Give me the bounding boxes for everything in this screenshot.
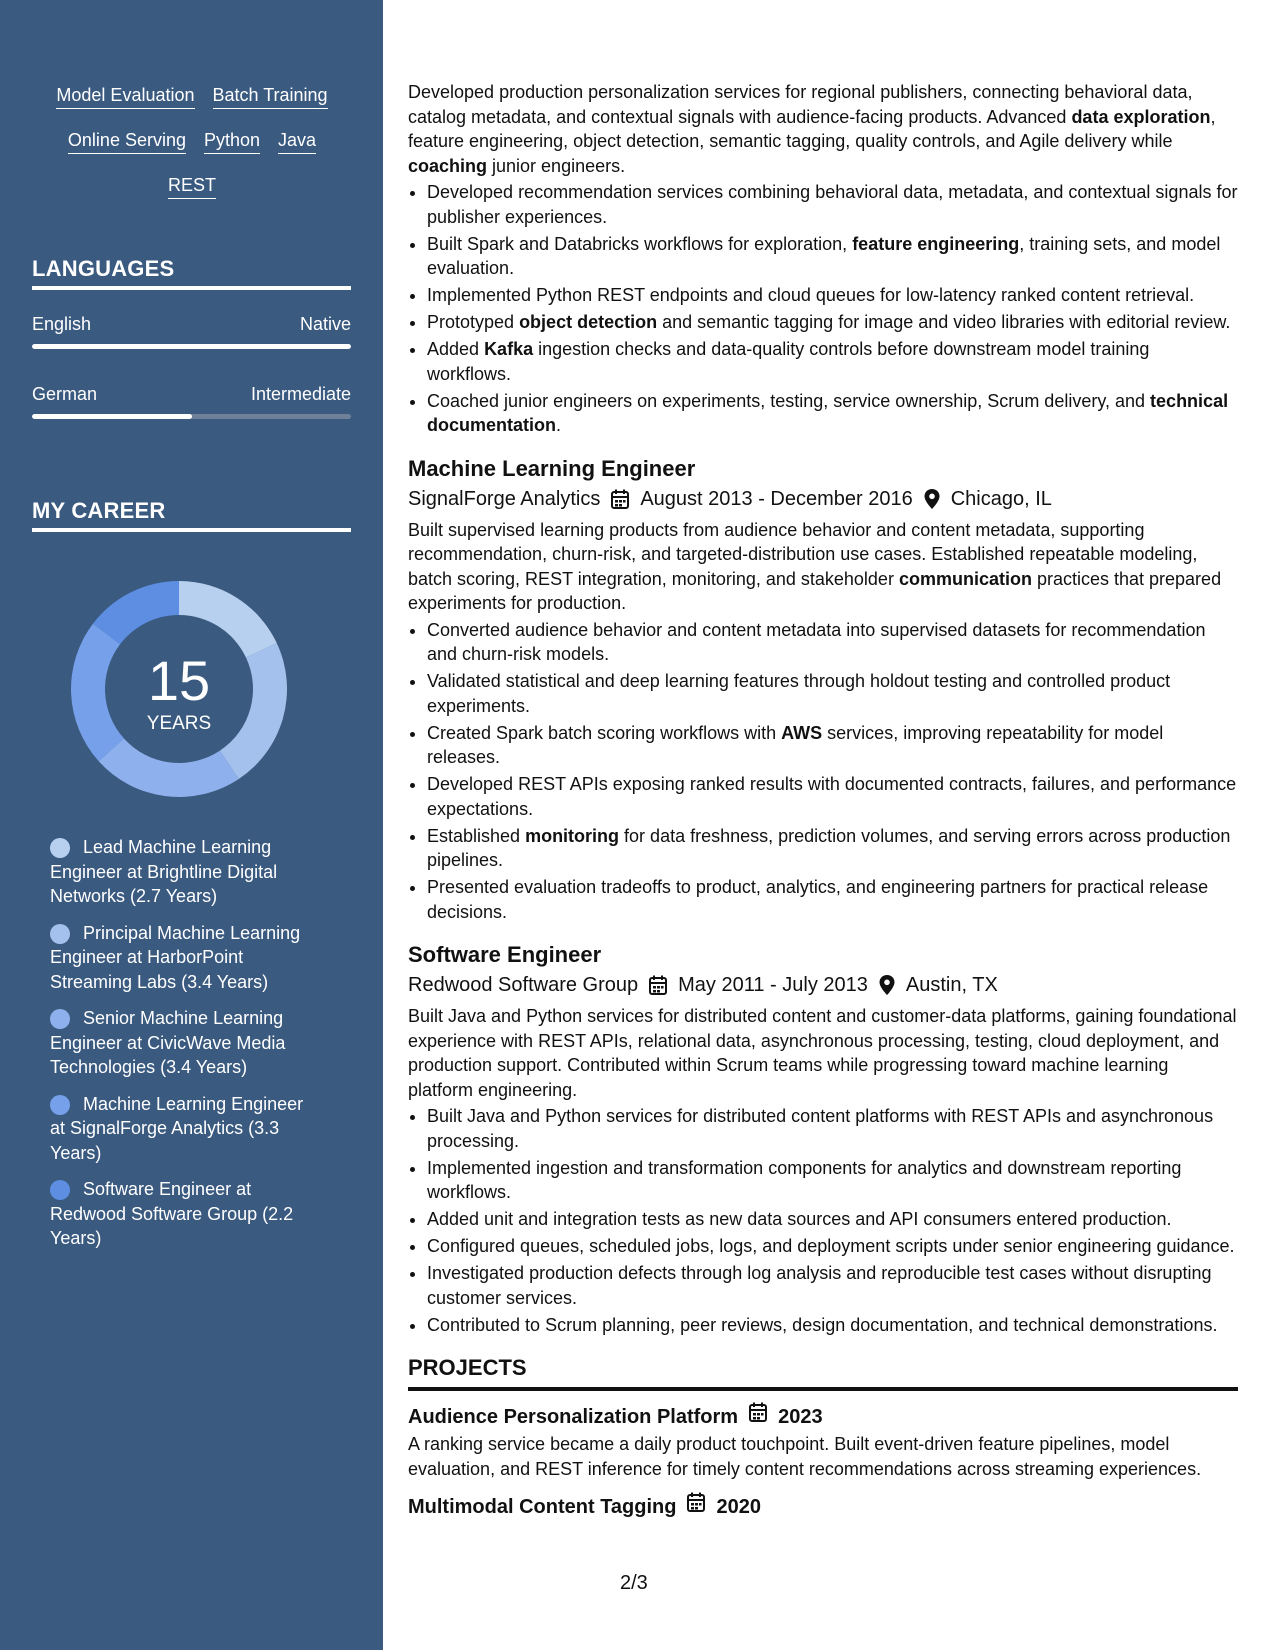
language-row-english: [32, 314, 351, 335]
project-name: Audience Personalization Platform: [408, 1405, 739, 1428]
job-title: Software Engineer: [408, 942, 602, 967]
job-location: Chicago, IL: [950, 487, 1052, 510]
skill-tag: REST: [168, 174, 216, 199]
sidebar: [0, 0, 383, 1650]
job-location: Austin, TX: [905, 974, 998, 996]
bullet-item: [427, 337, 1238, 386]
main-content: [408, 80, 1238, 1522]
text-run: Validated statistical and deep learning features through holdout testing and controlled product experiments.: [427, 671, 1171, 716]
project-year: 2023: [778, 1405, 823, 1428]
skills-row: [32, 129, 352, 154]
skill-tag: Batch Training: [213, 84, 328, 109]
text-run: for data freshness, prediction volumes, and serving errors across production pipelines.: [427, 825, 1231, 870]
bullet-item: [427, 618, 1238, 667]
career-legend-item: [50, 1177, 320, 1251]
text-run: , training sets, and model evaluation.: [427, 233, 1221, 278]
bullet-item: [427, 1234, 1238, 1259]
text-run: services, improving repeatability for model releases.: [427, 722, 1164, 767]
bullet-item: [427, 232, 1238, 281]
bullet-item: [427, 1156, 1238, 1205]
bullet-item: [427, 1313, 1238, 1338]
languages-heading: LANGUAGES: [32, 256, 351, 290]
text-run: Built Spark and Databricks workflows for exploration,: [427, 233, 853, 254]
job-summary: [408, 518, 1238, 616]
bullet-item: [427, 283, 1238, 308]
job-company: SignalForge Analytics: [408, 487, 601, 510]
language-bar-fill: [32, 414, 192, 419]
bold-text: Kafka: [484, 339, 534, 359]
project-description: A ranking service became a daily product touchpoint. Built event-driven feature pipelines, model evaluation, and REST inference for timely content recommendations across streaming experiences.: [408, 1434, 1202, 1479]
text-run: Developed recommendation services combining behavioral data, metadata, and contextual signals for publisher experiences.: [427, 182, 1238, 227]
text-run: Built supervised learning products from audience behavior and content metadata, supporting recommendation, churn-risk, and targeted-distribution use cases. Established repeatable modeling, batch scoring, REST integration, monitoring, and stakeholder: [408, 519, 1198, 589]
donut-slice-1: [179, 581, 277, 657]
skills-row: [32, 174, 352, 199]
text-run: Added: [427, 339, 485, 359]
text-run: practices that prepared experiments for production.: [408, 568, 1222, 613]
calendar-icon: [748, 1401, 768, 1432]
text-run: Developed production personalization services for regional publishers, connecting behavioral data, catalog metadata, and contextual signals with audience-facing products. Advanced: [408, 82, 1193, 127]
job-meta: [408, 484, 1238, 514]
text-run: and semantic tagging for image and video libraries with editorial review.: [657, 312, 1231, 332]
text-run: Created Spark batch scoring workflows with: [427, 722, 782, 743]
career-legend-item: [50, 1006, 320, 1080]
bullet-item: [427, 669, 1238, 718]
calendar-icon: [610, 488, 630, 510]
bold-text: data exploration: [1071, 106, 1211, 127]
text-run: , feature engineering, object detection, semantic tagging, quality controls, and Agile delivery while: [408, 106, 1216, 151]
text-run: Coached junior engineers on experiments, testing, service ownership, Scrum delivery, and: [427, 390, 1151, 411]
text-run: Implemented Python REST endpoints and cloud queues for low-latency ranked content retrieval.: [427, 285, 1195, 305]
calendar-icon: [686, 1491, 706, 1522]
text-run: .: [556, 415, 562, 435]
donut-slice-4: [71, 624, 124, 762]
donut-slice-2: [220, 643, 287, 779]
project-name: Multimodal Content Tagging: [408, 1495, 677, 1518]
language-level: Intermediate: [250, 384, 351, 404]
bullet-item: [427, 875, 1238, 924]
job-title: Machine Learning Engineer: [408, 455, 696, 481]
job-dates: August 2013 - December 2016: [640, 487, 913, 510]
skill-tag: Online Serving: [68, 129, 186, 154]
legend-dot: [50, 924, 70, 944]
text-run: Prototyped: [427, 312, 520, 332]
bold-text: monitoring: [525, 825, 620, 846]
bullet-item: [427, 1104, 1238, 1153]
bullet-item: [427, 721, 1238, 770]
language-bar-german: [32, 414, 351, 419]
intro-paragraph: [408, 80, 1238, 178]
career-donut-chart: [66, 576, 292, 802]
bullet-list: [408, 618, 1238, 925]
bullet-list: [408, 180, 1238, 438]
text-run: Configured queues, scheduled jobs, logs, and deployment scripts under senior engineering guidance.: [427, 1236, 1235, 1256]
career-total-years: 15: [147, 649, 211, 712]
text-run: Converted audience behavior and content metadata into supervised datasets for recommendation and churn-risk models.: [427, 619, 1206, 664]
career-heading: MY CAREER: [32, 498, 351, 532]
skill-tag: Java: [278, 129, 316, 154]
bold-text: object detection: [519, 312, 658, 332]
bullet-item: [427, 180, 1238, 229]
project-year: 2020: [716, 1495, 761, 1518]
bold-text: coaching: [408, 155, 488, 176]
bullet-list: [408, 1104, 1238, 1337]
skills-list: [32, 84, 352, 219]
job-company: Redwood Software Group: [408, 974, 639, 996]
bold-text: AWS: [781, 722, 823, 743]
bullet-item: [427, 772, 1238, 821]
page-number: 2/3: [620, 1572, 648, 1594]
career-legend-label: Machine Learning Engineer at SignalForge Analytics (3.3 Years): [50, 1093, 304, 1163]
projects-heading: PROJECTS: [408, 1353, 1238, 1391]
bold-text: technical documentation: [427, 390, 1229, 435]
legend-dot: [50, 1095, 70, 1115]
skills-row: [32, 84, 352, 109]
language-name: German: [32, 384, 98, 404]
language-bar-english: [32, 344, 351, 349]
career-years-label: YEARS: [146, 713, 212, 734]
text-run: Built Java and Python services for distributed content platforms with REST APIs and asynchronous processing.: [427, 1106, 1214, 1151]
bullet-item: [427, 389, 1238, 438]
bullet-item: [427, 1207, 1238, 1232]
career-legend: [50, 835, 320, 1263]
legend-dot: [50, 1180, 70, 1200]
text-run: Presented evaluation tradeoffs to product, analytics, and engineering partners for practical release decisions.: [427, 877, 1209, 922]
career-legend-label: Lead Machine Learning Engineer at Brightline Digital Networks (2.7 Years): [50, 837, 278, 906]
career-legend-label: Senior Machine Learning Engineer at CivicWave Media Technologies (3.4 Years): [50, 1008, 286, 1077]
job-meta: [408, 970, 1238, 1000]
text-run: ingestion checks and data-quality controls before downstream model training workflows.: [427, 339, 1150, 384]
career-legend-item: [50, 835, 320, 909]
skill-tag: Python: [204, 129, 260, 154]
text-run: junior engineers.: [487, 155, 626, 176]
bold-text: communication: [898, 568, 1032, 589]
project-title: [408, 1401, 1238, 1432]
text-run: Investigated production defects through log analysis and reproducible test cases without disrupting customer services.: [427, 1263, 1212, 1308]
language-row-german: [32, 384, 351, 405]
text-run: Contributed to Scrum planning, peer reviews, design documentation, and technical demonstrations.: [427, 1314, 1218, 1335]
project-title: [408, 1491, 1238, 1522]
text-run: Added unit and integration tests as new data sources and API consumers entered production.: [427, 1209, 1172, 1229]
career-legend-label: Software Engineer at Redwood Software Group (2.2 Years): [50, 1179, 294, 1248]
bold-text: feature engineering: [852, 233, 1020, 254]
donut-slice-3: [99, 739, 239, 797]
job-dates: May 2011 - July 2013: [678, 974, 868, 996]
skill-tag: Model Evaluation: [56, 84, 194, 109]
bullet-item: [427, 310, 1238, 335]
legend-dot: [50, 838, 70, 858]
job-summary: [408, 1004, 1238, 1102]
map-pin-icon: [923, 488, 941, 510]
career-legend-label: Principal Machine Learning Engineer at HarborPoint Streaming Labs (3.4 Years): [50, 922, 301, 992]
map-pin-icon: [878, 974, 896, 996]
text-run: Built Java and Python services for distributed content and customer-data platforms, gaining foundational experience with REST APIs, relational data, asynchronous processing, testing, cloud deployment, and production support. Contributed within Scrum teams while progressing toward machine learning platform engineering.: [408, 1006, 1237, 1100]
language-name: English: [32, 314, 92, 334]
calendar-icon: [648, 974, 668, 996]
career-legend-item: [50, 1092, 320, 1166]
text-run: Developed REST APIs exposing ranked results with documented contracts, failures, and performance expectations.: [427, 774, 1237, 819]
bullet-item: [427, 1261, 1238, 1310]
career-legend-item: [50, 921, 320, 995]
language-bar-fill: [32, 344, 351, 349]
text-run: Implemented ingestion and transformation components for analytics and downstream reporting workflows.: [427, 1157, 1182, 1202]
text-run: Established: [427, 825, 526, 846]
legend-dot: [50, 1009, 70, 1029]
bullet-item: [427, 824, 1238, 873]
language-level: Native: [299, 314, 351, 334]
